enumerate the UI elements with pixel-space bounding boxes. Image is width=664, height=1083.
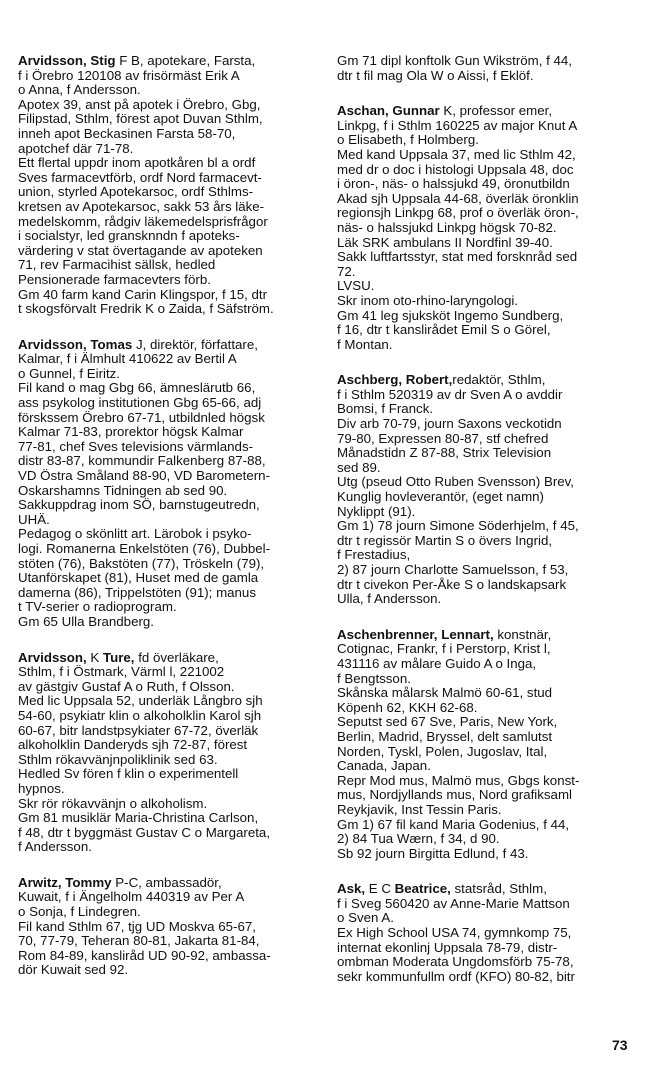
entry-name: Arvidsson,: [18, 649, 87, 665]
entry-text-line: 60-67, bitr landstpsykiater 67-72, överläk: [18, 722, 259, 738]
entry-text-line: Sves farmacevtförb, ordf Nord farmacevt-: [18, 169, 262, 185]
entry-text-line: Sakk luftfartsstyr, stat med forsknråd sed: [337, 249, 578, 265]
entry-text-line: Gm 40 farm kand Carin Klingspor, f 15, dtr: [18, 286, 268, 302]
entry-text-line: Sb 92 journ Birgitta Edlund, f 43.: [337, 845, 529, 861]
biography-entry: [337, 628, 637, 862]
entry-text-line: f Andersson.: [18, 839, 92, 855]
entry-text-line: ass psykolog institutionen Gbg 65-66, adj: [18, 395, 262, 411]
entry-text-line: 77-81, chef Sves televisions värmlands-: [18, 438, 254, 454]
entry-text-line: Cotignac, Frankr, f i Perstorp, Krist l,: [337, 641, 551, 657]
entry-heading-line: [18, 876, 318, 891]
entry-text-line: Canada, Japan.: [337, 758, 431, 774]
entry-text-line: Norden, Tyskl, Polen, Jugoslav, Ital,: [337, 743, 548, 759]
entry-text-line: Månadstidn Z 87-88, Strix Television: [337, 445, 552, 461]
entry-name: Aschan, Gunnar: [337, 103, 440, 119]
biography-entry: [337, 104, 637, 352]
entry-text-line: Sakkuppdrag inom SÖ, barnstugeutredn,: [18, 497, 260, 513]
entry-text-line: dtr t civekon Per-Åke S o landskapsark: [337, 576, 567, 592]
entry-text-line: o Anna, f Andersson.: [18, 82, 141, 98]
entry-heading-text: F B, apotekare, Farsta,: [115, 53, 256, 68]
entry-name: Arwitz, Tommy: [18, 874, 112, 890]
right-column: [337, 54, 637, 1005]
entry-text-line: internat ekonlinj Uppsala 78-79, distr-: [337, 939, 558, 955]
entry-heading-text: fd överläkare,: [134, 649, 219, 665]
entry-text-line: f 16, dtr t kanslirådet Emil S o Görel,: [337, 322, 551, 338]
entry-text-line: alkoholklin Danderyds sjh 72-87, förest: [18, 737, 248, 753]
entry-text-line: ombman Moderata Ungdomsförb 75-78,: [337, 954, 574, 970]
entry-text-line: Skr rör rökavvänjn o alkoholism.: [18, 795, 208, 811]
entry-text-line: Köpenh 62, KKH 62-68.: [337, 699, 478, 715]
entry-text-line: Fil kand o mag Gbg 66, ämneslärutb 66,: [18, 380, 256, 396]
entry-text-line: värdering v stat övertagande av apoteken: [18, 242, 263, 258]
entry-heading-text: redaktör, Sthlm,: [452, 372, 546, 388]
entry-text-line: Gm 41 leg sjuksköt Ingemo Sundberg,: [337, 307, 564, 323]
entry-text-line: dtr t fil mag Ola W o Aissi, f Eklöf.: [337, 67, 534, 83]
entry-text-line: dör Kuwait sed 92.: [18, 962, 129, 978]
entry-heading-text: P-C, ambassadör,: [111, 874, 222, 890]
entry-text-line: f Bengtsson.: [337, 670, 411, 686]
entry-text-line: t TV-serier o radioprogram.: [18, 599, 177, 615]
entry-text-line: hypnos.: [18, 780, 65, 796]
entry-text-line: apotchef där 71-78.: [18, 140, 134, 156]
entry-text-line: Seputst sed 67 Sve, Paris, New York,: [337, 714, 558, 730]
entry-text-line: Utg (pseud Otto Ruben Svensson) Brev,: [337, 474, 574, 490]
entry-text-line: Läk SRK ambulans II Nordfinl 39-40.: [337, 234, 553, 250]
entry-text-line: 70, 77-79, Teheran 80-81, Jakarta 81-84,: [18, 933, 260, 949]
entry-text-line: sekr kommunfullm ordf (KFO) 80-82, bitr: [337, 968, 575, 984]
entry-text-line: Ulla, f Andersson.: [337, 591, 442, 607]
entry-text-line: Hedled Sv fören f klin o experimentell: [18, 766, 239, 782]
entry-name: Aschberg, Robert,: [337, 372, 453, 388]
biography-entry: [18, 651, 318, 855]
entry-heading-text: K: [86, 649, 103, 665]
entry-text-line: Gm 81 musiklär Maria-Christina Carlson,: [18, 810, 259, 826]
entry-text-line: o Gunnel, f Eiritz.: [18, 365, 120, 381]
entry-heading-text: J, direktör, författare,: [132, 336, 258, 352]
entry-text-line: Gm 1) 78 journ Simone Söderhjelm, f 45,: [337, 518, 579, 534]
entry-name: Aschenbrenner, Lennart,: [337, 626, 494, 642]
entry-text-line: f Montan.: [337, 336, 393, 352]
left-column: [18, 54, 318, 999]
entry-text-line: VD Östra Småland 88-90, VD Barometern-: [18, 468, 271, 484]
entry-text-line: Reykjavik, Inst Tessin Paris.: [337, 801, 502, 817]
entry-text-line: förskssem Örebro 67-71, utbildnled högsk: [18, 409, 265, 425]
entry-heading-text: K, professor emer,: [439, 103, 553, 119]
entry-text-line: näs- o halssjukd Linkpg högsk 70-82.: [337, 219, 557, 235]
entry-name: Ask,: [337, 881, 366, 897]
entry-text-line: Rom 84-89, kanslіråd UD 90-92, ambassa-: [18, 947, 271, 963]
entry-text-line: Skr inom oto-rhino-laryngologi.: [337, 292, 519, 308]
biography-entry: [18, 54, 318, 317]
entry-text-line: Kalmar, f i Älmhult 410622 av Bertil A: [18, 351, 237, 367]
entry-name: Ture,: [102, 649, 135, 665]
entry-heading-text: statsråd, Sthlm,: [450, 881, 547, 897]
entry-text-line: i öron-, näs- o halssjukd 49, öronutbildn: [337, 176, 570, 192]
entry-text-line: med dr o doc i histologi Uppsala 48, doc: [337, 161, 574, 177]
entry-text-line: Kuwait, f i Ängelholm 440319 av Per A: [18, 889, 245, 905]
entry-text-line: Fil kand Sthlm 67, tjg UD Moskva 65-67,: [18, 918, 256, 934]
entry-name: Arvidsson, Tomas: [18, 336, 133, 352]
entry-heading-line: [337, 373, 637, 388]
entry-name: Beatrice,: [394, 881, 451, 897]
entry-text-line: t skogsförvalt Fredrik K o Zaida, f Säfström.: [18, 301, 274, 317]
entry-text-line: Berlin, Madrid, Bryssel, delt samlutst: [337, 728, 553, 744]
entry-text-line: 79-80, Expressen 80-87, stf chefred: [337, 430, 549, 446]
biography-entry: [18, 338, 318, 630]
entry-text-line: mus, Nordjyllands mus, Nord grafiksaml: [337, 787, 572, 803]
entry-text-line: Apotex 39, anst på apotek i Örebro, Gbg,: [18, 96, 261, 112]
entry-text-line: Div arb 70-79, journ Saxons veckotidn: [337, 416, 562, 432]
entry-text-line: 72.: [337, 263, 356, 279]
entry-text-line: f i Örebro 120108 av frisörmäst Erik A: [18, 67, 240, 83]
entry-heading-line: [18, 651, 318, 666]
entry-text-line: Ett flertal uppdr inom apotkåren bl a ordf: [18, 155, 256, 171]
entry-heading-line: [337, 628, 637, 643]
entry-text-line: i socialstyr, led gransknndn f apoteks-: [18, 228, 240, 244]
entry-text-line: inneh apot Beckasinen Farsta 58-70,: [18, 125, 236, 141]
biography-entry: [18, 876, 318, 978]
entry-text-line: Pedagog o skönlitt art. Lärobok i psyko-: [18, 526, 252, 542]
entry-text-line: Gm 65 Ulla Brandberg.: [18, 613, 154, 629]
entry-text-line: Kunglig hovleverantör, (eget namn): [337, 489, 544, 505]
entry-text-line: f i Sveg 560420 av Anne-Marie Mattson: [337, 895, 570, 911]
entry-text-line: 2) 84 Tua Wærn, f 34, d 90.: [337, 831, 500, 847]
entry-text-line: 431116 av målare Guido A o Inga,: [337, 655, 537, 671]
entry-text-line: f i Sthlm 520319 av dr Sven A o avddir: [337, 386, 563, 402]
entry-text-line: Nyklippt (91).: [337, 503, 416, 519]
entry-heading-line: [18, 338, 318, 353]
entry-heading-text: Gm 71 dipl konftolk Gun Wikström, f 44,: [337, 53, 572, 68]
entry-text-line: kretsen av Apotekarsoc, sakk 53 års läke-: [18, 198, 265, 214]
page-number: 73: [612, 1037, 628, 1053]
entry-text-line: f Frestadius,: [337, 547, 411, 563]
entry-text-line: o Elisabeth, f Holmberg.: [337, 132, 479, 148]
entry-text-line: Bomsi, f Franck.: [337, 401, 434, 417]
entry-text-line: dtr t regissör Martin S o övers Ingrid,: [337, 532, 553, 548]
entry-heading-text: konstnär,: [493, 626, 552, 642]
entry-text-line: Med lic Uppsala 52, underläk Långbro sjh: [18, 693, 263, 709]
entry-text-line: sed 89.: [337, 459, 381, 475]
entry-text-line: UHÄ.: [18, 511, 50, 527]
entry-text-line: Ex High School USA 74, gymnkomp 75,: [337, 925, 572, 941]
entry-heading-text: E C: [365, 881, 395, 897]
entry-text-line: Pensionerade farmacevters förb.: [18, 271, 211, 287]
entry-heading-line: [337, 104, 637, 119]
entry-text-line: regionsjh Linkpg 68, prof o överläk öron-,: [337, 205, 579, 221]
entry-text-line: Oskarshamns Tidningen ab sed 90.: [18, 482, 228, 498]
entry-text-line: Filipstad, Sthlm, förest apot Duvan Sthlm,: [18, 111, 263, 127]
entry-text-line: medelskomm, rådgiv läkemedelsprisfrågor: [18, 213, 268, 229]
biography-entry: [337, 882, 637, 984]
entry-text-line: Skånska målarsk Malmö 60-61, stud: [337, 685, 553, 701]
entry-text-line: stöten (76), Bakstöten (77), Tröskeln (79),: [18, 555, 265, 571]
entry-text-line: o Sonja, f Lindegren.: [18, 904, 141, 920]
entry-text-line: 54-60, psykiatr klin o alkoholklin Karol sjh: [18, 707, 262, 723]
biography-entry: [337, 373, 637, 607]
entry-text-line: Gm 1) 67 fil kand Maria Godenius, f 44,: [337, 816, 570, 832]
biography-entry: [337, 54, 637, 83]
entry-text-line: Sthlm, f i Östmark, Värml l, 221002: [18, 664, 225, 680]
entry-text-line: Med kand Uppsala 37, med lic Sthlm 42,: [337, 146, 576, 162]
entry-text-line: union, styrled Apotekarsoc, ordf Sthlms-: [18, 184, 254, 200]
entry-heading-line: [337, 54, 637, 69]
entry-text-line: Linkpg, f i Sthlm 160225 av major Knut A: [337, 117, 578, 133]
entry-text-line: distr 83-87, kommundir Falkenberg 87-88,: [18, 453, 266, 469]
entry-text-line: 2) 87 journ Charlotte Samuelsson, f 53,: [337, 562, 569, 577]
entry-text-line: Akad sjh Uppsala 44-68, överläk öronklin: [337, 190, 579, 206]
entry-heading-line: [18, 54, 318, 69]
entry-text-line: f 48, dtr t byggmäst Gustav C o Margareta,: [18, 824, 271, 840]
entry-text-line: LVSU.: [337, 278, 375, 294]
entry-text-line: Sthlm rökavvänjnpoliklinik sed 63.: [18, 751, 218, 767]
entry-text-line: o Sven A.: [337, 910, 394, 926]
entry-text-line: damerna (86), Trippelstöten (91); manus: [18, 584, 256, 600]
entry-heading-line: [337, 882, 637, 897]
entry-text-line: Repr Mod mus, Malmö mus, Gbgs konst-: [337, 772, 580, 788]
entry-text-line: Kalmar 71-83, prorektor högsk Kalmar: [18, 424, 244, 440]
entry-name: Arvidsson, Stig: [18, 53, 116, 68]
entry-text-line: logi. Romanerna Enkelstöten (76), Dubbel-: [18, 541, 271, 556]
entry-text-line: av gästgiv Gustaf A o Ruth, f Olsson.: [18, 678, 235, 694]
entry-text-line: Utanförskapet (81), Huset med de gamla: [18, 570, 259, 586]
entry-text-line: 71, rev Farmacihist sällsk, hedled: [18, 257, 216, 273]
